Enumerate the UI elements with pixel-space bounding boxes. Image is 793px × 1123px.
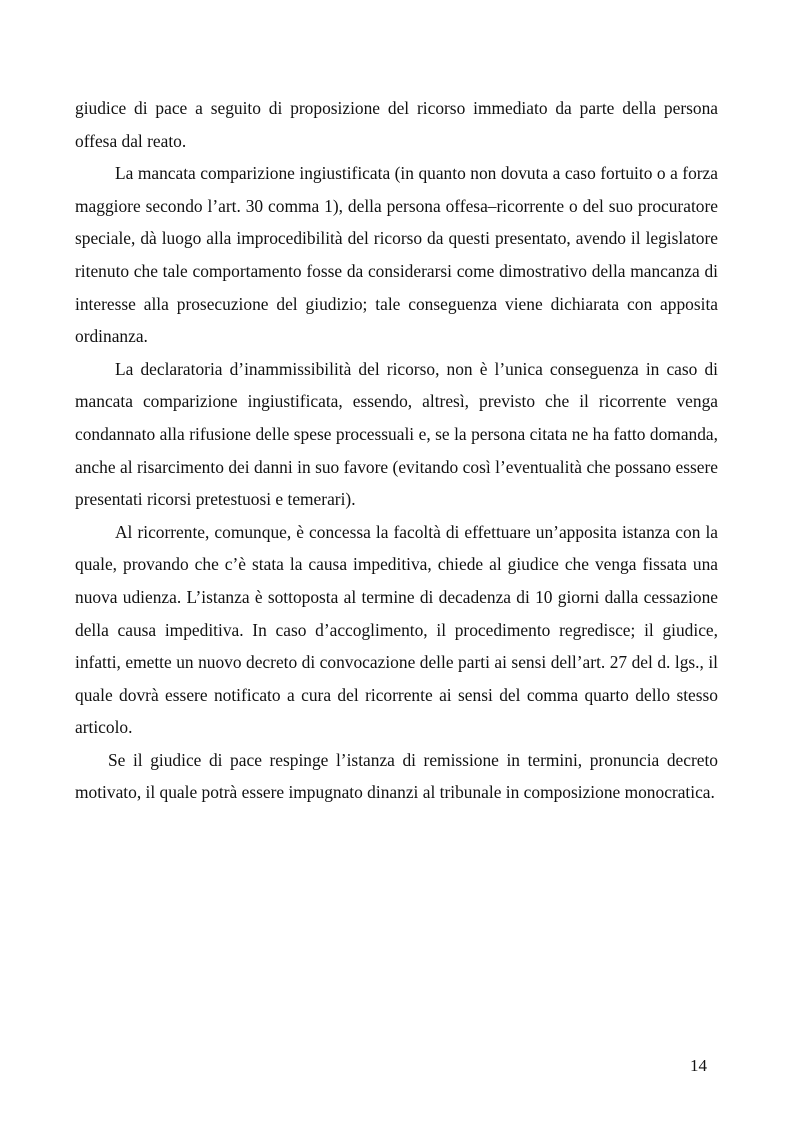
page-number: 14 — [690, 1056, 707, 1075]
paragraph-5: Se il giudice di pace respinge l’istanza di remissione in termini, pronuncia decreto motivato, il quale potrà essere impugnato dinanzi al tribunale in composizione monocratica. — [75, 749, 718, 803]
paragraph-4: Al ricorrente, comunque, è concessa la facoltà di effettuare un’apposita istanza con la quale, provando che c’è stata la causa impeditiva, chiede al giudice che venga fissata una nuova udienza. L’istanza è sottoposta al termine di decadenza di 10 giorni dalla cessazione della causa impeditiva. In caso d’accoglimento, il procedimento regredisce; il giudice, infatti, emette un nuovo decreto di convocazione delle parti ai sensi dell’art. 27 del d. lgs., il quale dovrà essere notificato a cura del ricorrente ai sensi del comma quarto dello stesso articolo. — [75, 521, 718, 738]
paragraph-3: La declaratoria d’inammissibilità del ricorso, non è l’unica conseguenza in caso di mancata comparizione ingiustificata, essendo, altresì, previsto che il ricorrente venga condannato alla rifusione delle spese processuali e, se la persona citata ne ha fatto domanda, anche al risarcimento dei danni in suo favore (evitando così l’eventualità che possano essere presentati ricorsi pretestuosi e temerari). — [75, 358, 718, 510]
paragraph-2: La mancata comparizione ingiustificata (in quanto non dovuta a caso fortuito o a forza maggiore secondo l’art. 30 comma 1), della persona offesa–ricorrente o del suo procuratore speciale, dà luogo alla improcedibilità del ricorso da questi presentato, avendo il legislatore ritenuto che tale comportamento fosse da considerarsi come dimostrativo della mancanza di interesse alla prosecuzione del giudizio; tale conseguenza viene dichiarata con apposita ordinanza. — [75, 163, 718, 347]
paragraph-1: giudice di pace a seguito di proposizione del ricorso immediato da parte della persona offesa dal reato. — [75, 98, 718, 151]
document-body — [75, 92, 718, 809]
